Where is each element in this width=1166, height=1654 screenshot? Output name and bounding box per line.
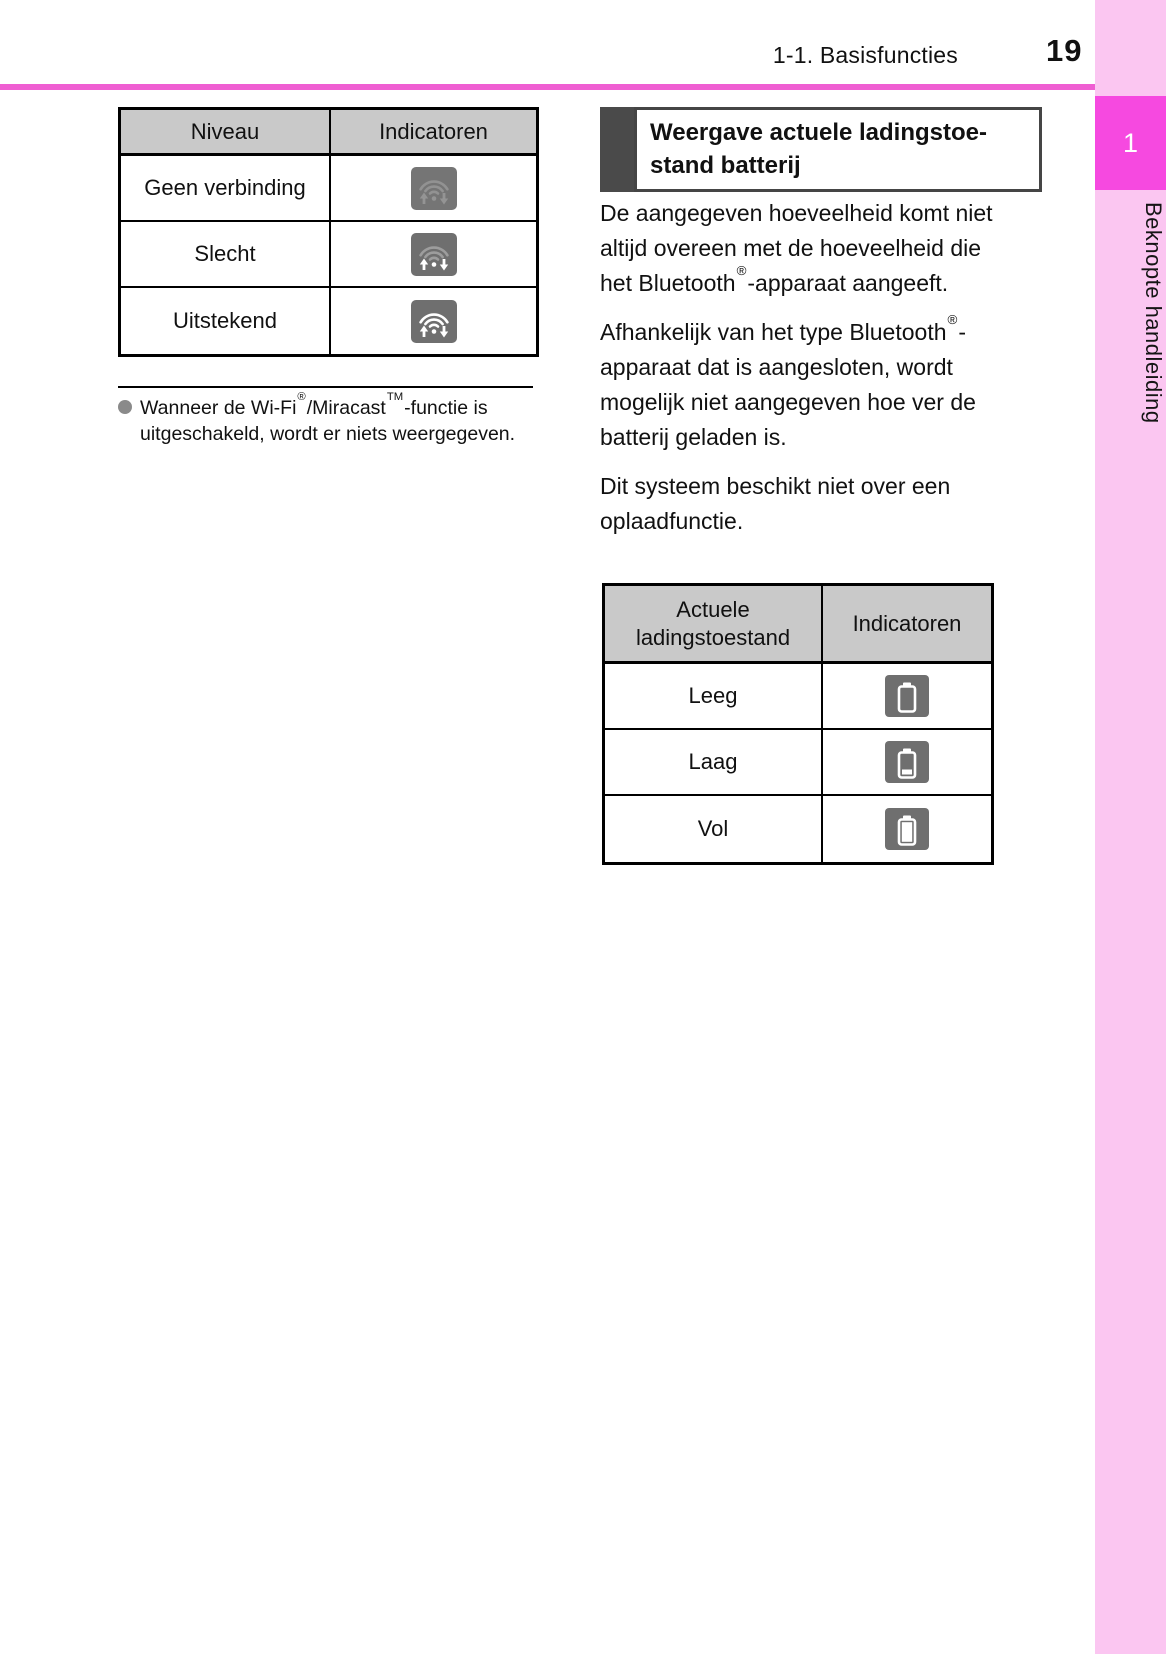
battery-full-icon <box>885 808 929 850</box>
heading-accent-bar <box>600 107 634 192</box>
wifi-signal-excellent-icon <box>411 300 457 343</box>
paragraph-text: -apparaat aangeeft. <box>747 270 949 296</box>
wifi-signal-none-icon <box>411 167 457 210</box>
table-row-indicator <box>331 288 536 354</box>
table-row-label: Slecht <box>121 222 331 288</box>
chapter-tab-number: 1 <box>1122 127 1139 158</box>
table-row-label: Leeg <box>605 664 823 730</box>
paragraph-text: Afhankelijk van het type Bluetooth <box>600 319 947 345</box>
battery-empty-icon <box>885 675 929 717</box>
heading-line-1: Weergave actuele ladingstoe- <box>650 119 988 146</box>
table-row-indicator <box>823 664 991 730</box>
heading-line-2: stand batterij <box>650 152 801 179</box>
registered-trademark-sup: ® <box>736 263 747 279</box>
wifi-table-header-indicatoren: Indicatoren <box>331 110 536 156</box>
wifi-note-text <box>140 391 538 447</box>
page-number: 19 <box>1046 33 1083 68</box>
registered-trademark-sup: ® <box>297 391 306 404</box>
table-row-indicator <box>823 796 991 862</box>
paragraph-text: -apparaat dat is aangesloten, wordt mogelijk niet aangegeven hoe ver de batterij geladen is. <box>600 319 976 450</box>
note-text-part: /Miracast <box>306 397 386 419</box>
note-text-part: Wanneer de Wi-Fi <box>140 397 297 419</box>
trademark-sup: TM <box>386 391 404 404</box>
wifi-signal-weak-icon <box>411 233 457 276</box>
bullet-dot-icon <box>118 400 132 414</box>
battery-table-header-indicatoren: Indicatoren <box>823 586 991 664</box>
wifi-signal-table <box>118 107 539 357</box>
breadcrumb-section-title: 1-1. Basisfuncties <box>772 42 958 68</box>
table-row-indicator <box>331 156 536 222</box>
heading-frame <box>634 107 1042 192</box>
wifi-table-header-niveau: Niveau <box>121 110 331 156</box>
note-text-part: -functie is uitgeschakeld, wordt er niets weergegeven. <box>140 397 516 445</box>
note-divider <box>118 386 533 388</box>
paragraph-1 <box>600 196 1006 301</box>
battery-state-table <box>602 583 994 865</box>
chapter-title-vertical: Beknopte handleiding <box>1141 202 1166 424</box>
paragraph-text: De aangegeven hoeveelheid komt niet altijd overeen met de hoeveelheid die het Bluetooth <box>600 200 993 296</box>
table-row-indicator <box>823 730 991 796</box>
wifi-note <box>118 391 542 447</box>
table-row-indicator <box>331 222 536 288</box>
table-row-label: Vol <box>605 796 823 862</box>
table-row-label: Laag <box>605 730 823 796</box>
header-accent-rule <box>0 84 1095 90</box>
battery-table-header-state: Actuele ladingstoestand <box>605 586 823 664</box>
battery-low-icon <box>885 741 929 783</box>
paragraph-3: Dit systeem beschikt niet over een oplaadfunctie. <box>600 473 951 534</box>
registered-trademark-sup: ® <box>947 312 958 328</box>
paragraph-2 <box>600 312 1006 455</box>
table-row-label: Geen verbinding <box>121 156 331 222</box>
battery-section-heading <box>600 107 1042 192</box>
battery-section-body <box>600 196 1006 553</box>
chapter-tab <box>1095 96 1166 190</box>
table-row-label: Uitstekend <box>121 288 331 354</box>
